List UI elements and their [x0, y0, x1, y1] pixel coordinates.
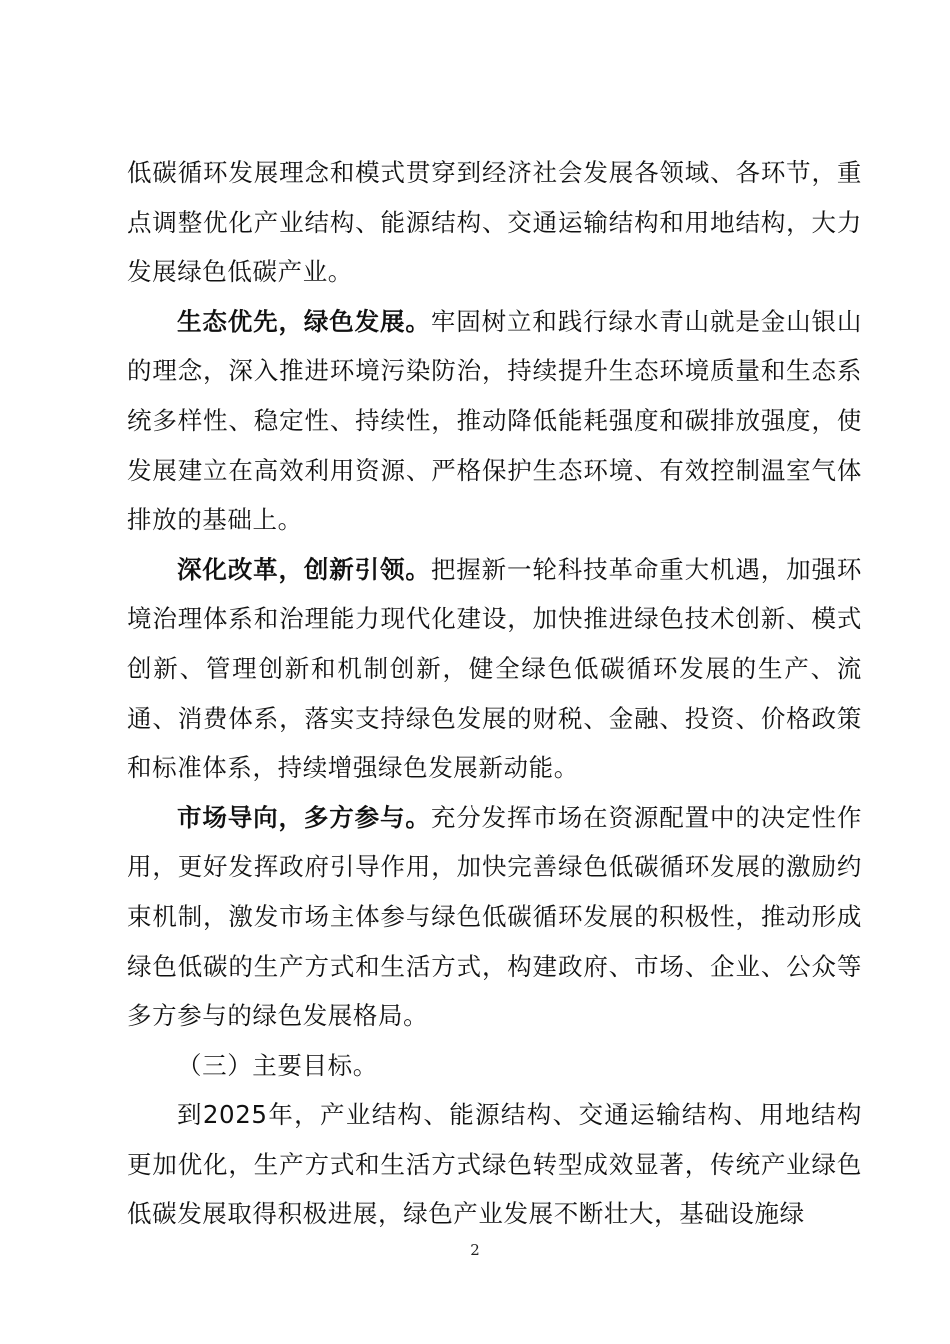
paragraph-market-oriented — [127, 793, 862, 1041]
page-number: 2 — [470, 1241, 480, 1259]
paragraph-heading: 深化改革，创新引领。 — [177, 554, 431, 584]
section-heading-main-goals — [127, 1041, 862, 1091]
paragraph-continuation — [127, 148, 862, 297]
paragraph-text: 到2025年，产业结构、能源结构、交通运输结构、用地结构更加优化，生产方式和生活方式绿色转型成效显著，传统产业绿色低碳发展取得积极进展，绿色产业发展不断壮大，基础设施绿 — [127, 1100, 862, 1229]
paragraph-ecology-priority — [127, 297, 862, 545]
paragraph-text: 牢固树立和践行绿水青山就是金山银山的理念，深入推进环境污染防治，持续提升生态环境质量和生态系统多样性、稳定性、持续性，推动降低能耗强度和碳排放强度，使发展建立在高效利用资源、严格保护生态环境、有效控制温室气体排放的基础上。 — [127, 306, 863, 535]
section-heading-text: （三）主要目标。 — [177, 1050, 378, 1080]
paragraph-text: 把握新一轮科技革命重大机遇，加强环境治理体系和治理能力现代化建设，加快推进绿色技术创新、模式创新、管理创新和机制创新，健全绿色低碳循环发展的生产、流通、消费体系，落实支持绿色发展的财税、金融、投资、价格政策和标准体系，持续增强绿色发展新动能。 — [127, 554, 863, 783]
paragraph-goals-2025 — [127, 1090, 862, 1239]
paragraph-heading: 生态优先，绿色发展。 — [177, 306, 431, 336]
paragraph-deepen-reform — [127, 545, 862, 793]
paragraph-text: 低碳循环发展理念和模式贯穿到经济社会发展各领域、各环节，重点调整优化产业结构、能源结构、交通运输结构和用地结构，大力发展绿色低碳产业。 — [127, 158, 862, 287]
document-body — [127, 148, 862, 1239]
paragraph-heading: 市场导向，多方参与。 — [177, 802, 431, 832]
paragraph-text: 充分发挥市场在资源配置中的决定性作用，更好发挥政府引导作用，加快完善绿色低碳循环发展的激励约束机制，激发市场主体参与绿色低碳循环发展的积极性，推动形成绿色低碳的生产方式和生活方式，构建政府、市场、企业、公众等多方参与的绿色发展格局。 — [127, 802, 863, 1031]
